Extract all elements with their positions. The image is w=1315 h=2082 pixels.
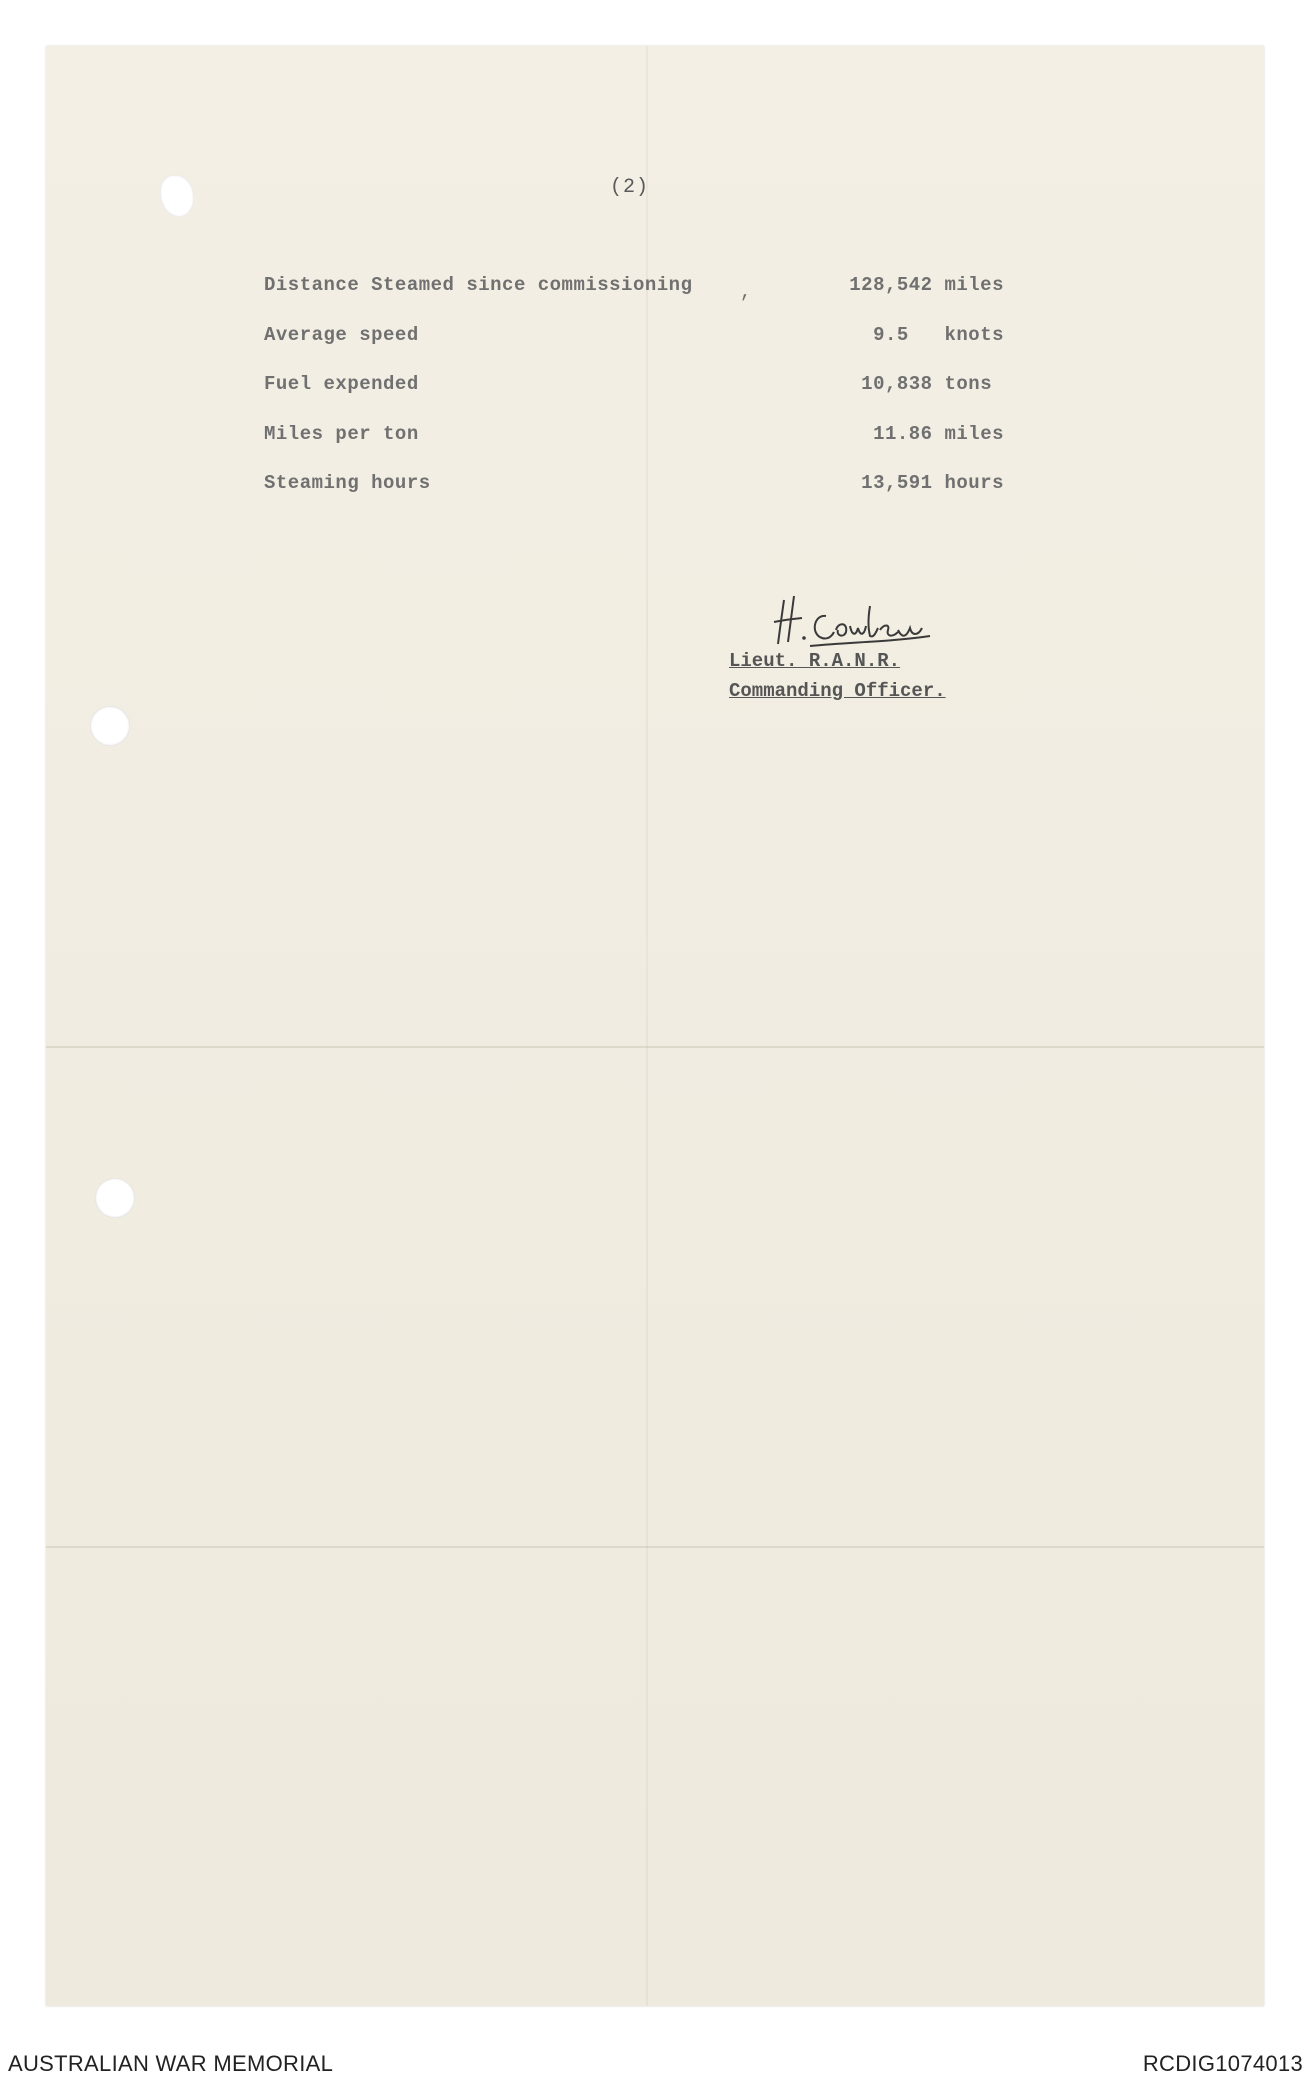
stat-value: 11.86 miles [873,422,1004,445]
stat-label: Average speed [264,323,419,346]
page-number: (2) [610,176,650,199]
signature-text: H. Cowley [770,592,776,593]
signer-title: Commanding Officer. [729,680,946,702]
stray-mark: , [740,281,752,303]
stat-label: Fuel expended [264,373,419,395]
institution-credit: AUSTRALIAN WAR MEMORIAL [8,2051,334,2076]
fold-line [46,1546,1264,1548]
stat-value: 10,838 tons [861,373,1004,395]
stat-value: 13,591 hours [861,472,1004,494]
stat-row-steaming-hours [264,472,1004,522]
stat-label: Miles per ton [264,422,419,445]
stat-label: Steaming hours [264,472,431,494]
signer-rank: Lieut. R.A.N.R. [729,650,901,672]
stat-row-distance [264,274,1004,324]
stat-label: Distance Steamed since commissioning [264,274,693,296]
signature-block [729,646,946,706]
stat-row-average-speed [264,324,1004,374]
stat-row-fuel-expended [264,373,1004,423]
stat-row-miles-per-ton [264,423,1004,473]
punch-hole [90,706,130,746]
record-id: RCDIG1074013 [1142,2051,1303,2076]
punch-hole [95,1178,135,1218]
stat-value: 128,542 miles [849,274,1004,296]
fold-line [46,1046,1264,1048]
stat-value: 9.5 knots [873,323,1004,346]
voyage-statistics [264,274,1004,522]
handwritten-signature [770,592,940,652]
